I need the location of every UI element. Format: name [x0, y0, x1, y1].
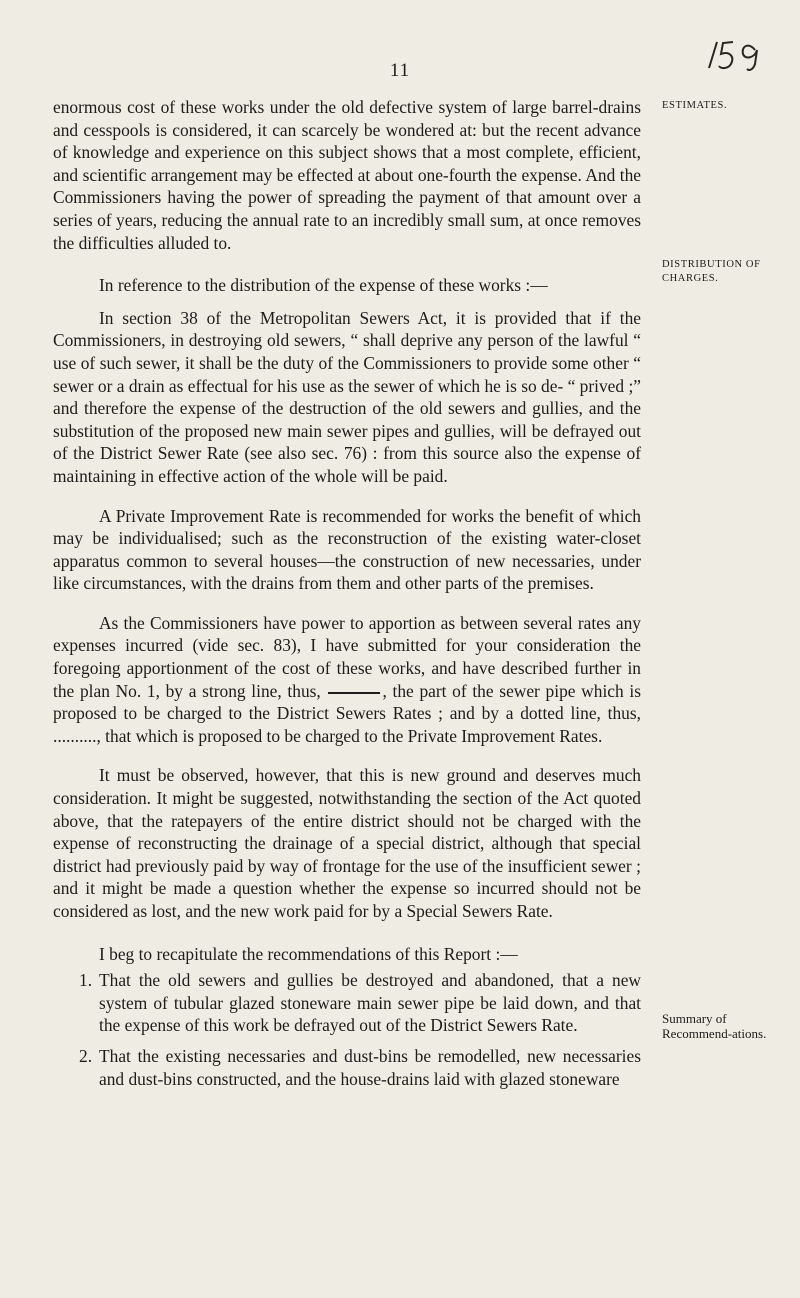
recommendation-item: [53, 1045, 641, 1090]
margin-note-distribution: DISTRIBUTION OF CHARGES.: [662, 259, 761, 284]
margin-note-summary: Summary of Recommend-ations.: [662, 1011, 767, 1041]
recommendation-text: That the existing necessaries and dust-bins be remodelled, new necessaries and dust-bins constructed, and the house-drains laid with glazed stoneware: [99, 1045, 641, 1089]
apportionment-text-b: , the part of the sewer pipe which is proposed to be charged to the District Sewers Rates ; and by a dotted line, thus, .........., that which is proposed to be charged to the Private Improvement Rates.: [53, 680, 641, 746]
paragraph-new-ground: It must be observed, however, that this is new ground and deserves much consideration. It might be suggested, notwithstanding the section of the Act quoted above, that the ratepayers of the entire district should not be charged with the expense of reconstructing the drainage of a special district, although that special district had previously paid by way of frontage for the use of the insufficient sewer ; and it might be made a question whether the expense so incurred should not be considered as lost, and the new work paid for by a Special Sewers Rate.: [53, 765, 641, 921]
recommendation-text: That the old sewers and gullies be destroyed and abandoned, that a new system of tubular glazed stoneware main sewer pipe be laid down, and that the expense of this work be defrayed out of the District Sewers Rate.: [99, 970, 641, 1036]
paragraph-apportionment: [53, 612, 641, 748]
paragraph-section-38: In section 38 of the Metropolitan Sewers Act, it is provided that if the Commissioners, in destroying old sewers, “ shall deprive any person of the lawful “ use of such sewer, it shall be the duty of the Commissioners to provide some other “ sewer or a drain as effectual for his use as the sewer of which he is so de- “ prived ;” and therefore the expense of the destruction of the old sewers and gullies, and the substitution of the proposed new main sewer pipes and gullies, will be defrayed out of the District Sewer Rate (see also sec. 76) : from this source also the expense of maintaining in effective action of the whole will be paid.: [53, 307, 641, 486]
page-number: 11: [389, 60, 411, 81]
recommendation-item: [53, 969, 641, 1037]
recommendations-list: [53, 969, 641, 1090]
margin-note-estimates: ESTIMATES.: [662, 100, 728, 111]
strong-line-sample: [328, 692, 380, 694]
paragraph-private-improvement-rate: A Private Improvement Rate is recommended for works the benefit of which may be individualised; such as the reconstruction of the existing water-closet apparatus common to several houses—the construction of new necessaries, under like circumstances, with the drains from them and other parts of the premises.: [53, 505, 641, 594]
apportionment-text-a: As the Commissioners have power to apportion as between several rates any expenses incurred (vide sec. 83), I have submitted for your consideration the foregoing apportionment of the cost of these works, and have described further in the plan No. 1, by a strong line, thus,: [53, 612, 641, 701]
handwritten-number-text: 159: [703, 38, 705, 39]
body-text: [53, 96, 641, 1090]
recommendation-number: 1.: [79, 970, 93, 991]
paragraph-distribution-intro: In reference to the distribution of the expense of these works :—: [99, 275, 548, 296]
recommendation-number: 2.: [79, 1045, 93, 1066]
paragraph-estimates: enormous cost of these works under the old defective system of large barrel-drains and cesspools is considered, it can scarcely be wondered at: but the recent advance of knowledge and experience on this subject shows that a most complete, efficient, and scientific arrangement may be effected at about one-fourth the expense. And the Commissioners having the power of spreading the payment of that amount over a series of years, reducing the annual rate to an incredibly small sum, at once removes the difficulties alluded to.: [53, 97, 641, 253]
paragraph-recapitulate: I beg to recapitulate the recommendations of this Report :—: [99, 943, 518, 964]
